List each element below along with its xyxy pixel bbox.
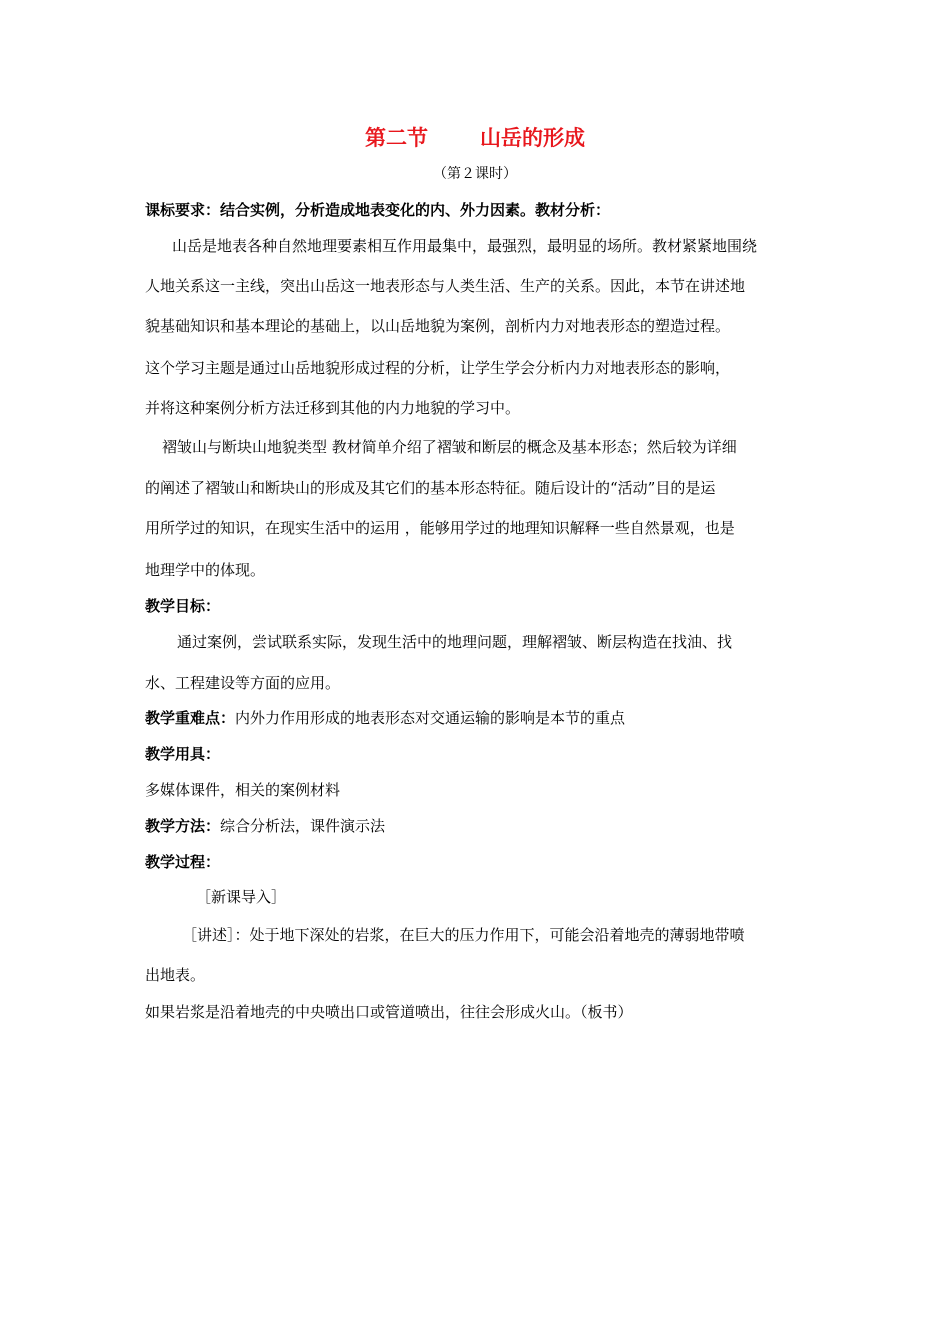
goals-line: 通过案例，尝试联系实际，发现生活中的地理问题，理解褶皱、断层构造在找油、找 [177, 633, 733, 651]
analysis-line: 用所学过的知识，在现实生活中的运用 ，能够用学过的地理知识解释一些自然景观，也是 [145, 519, 735, 537]
tools-heading: 教学用具： [145, 745, 221, 763]
process-line: 出地表。 [145, 966, 206, 984]
analysis-line: 褶皱山与断块山地貌类型 教材简单介绍了褶皱和断层的概念及基本形态；然后较为详细 [162, 438, 737, 456]
key-points-label: 教学重难点： [145, 709, 236, 727]
analysis-line: 人地关系这一主线，突出山岳这一地表形态与人类生活、生产的关系。因此，本节在讲述地 [145, 277, 746, 295]
methods-text: 综合分析法，课件演示法 [220, 817, 386, 835]
process-heading: 教学过程： [145, 853, 221, 871]
analysis-line: 地理学中的体现。 [145, 561, 266, 579]
process-intro: ［新课导入］ [196, 888, 287, 906]
analysis-line: 并将这种案例分析方法迁移到其他的内力地貌的学习中。 [145, 399, 521, 417]
key-points-text: 内外力作用形成的地表形态对交通运输的影响是本节的重点 [235, 709, 626, 727]
methods [145, 816, 385, 836]
analysis-line: 貌基础知识和基本理论的基础上，以山岳地貌为案例，剖析内力对地表形态的塑造过程。 [145, 317, 731, 335]
methods-label: 教学方法： [145, 817, 221, 835]
key-points [145, 708, 625, 728]
process-line: 如果岩浆是沿着地壳的中央喷出口或管道喷出，往往会形成火山。（板书） [145, 1003, 633, 1021]
title-topic: 山岳的形成 [480, 126, 585, 150]
analysis-line: 山岳是地表各种自然地理要素相互作用最集中，最强烈，最明显的场所。教材紧紧地围绕 [172, 237, 758, 255]
process-line: ［讲述］：处于地下深处的岩浆，在巨大的压力作用下，可能会沿着地壳的薄弱地带喷 [182, 926, 745, 944]
goals-line: 水、工程建设等方面的应用。 [145, 674, 341, 692]
title-section: 第二节 [365, 126, 428, 150]
tools-text: 多媒体课件，相关的案例材料 [145, 781, 341, 799]
analysis-line: 的阐述了褶皱山和断块山的形成及其它们的基本形态特征。随后设计的“活动”目的是运 [145, 479, 716, 497]
page-subtitle: （第２课时） [433, 166, 517, 182]
page-title [0, 122, 950, 152]
curriculum-requirement: 课标要求：结合实例，分析造成地表变化的内、外力因素。教材分析： [145, 201, 611, 219]
goals-heading: 教学目标： [145, 597, 221, 615]
analysis-line: 这个学习主题是通过山岳地貌形成过程的分析，让学生学会分析内力对地表形态的影响， [145, 359, 731, 377]
